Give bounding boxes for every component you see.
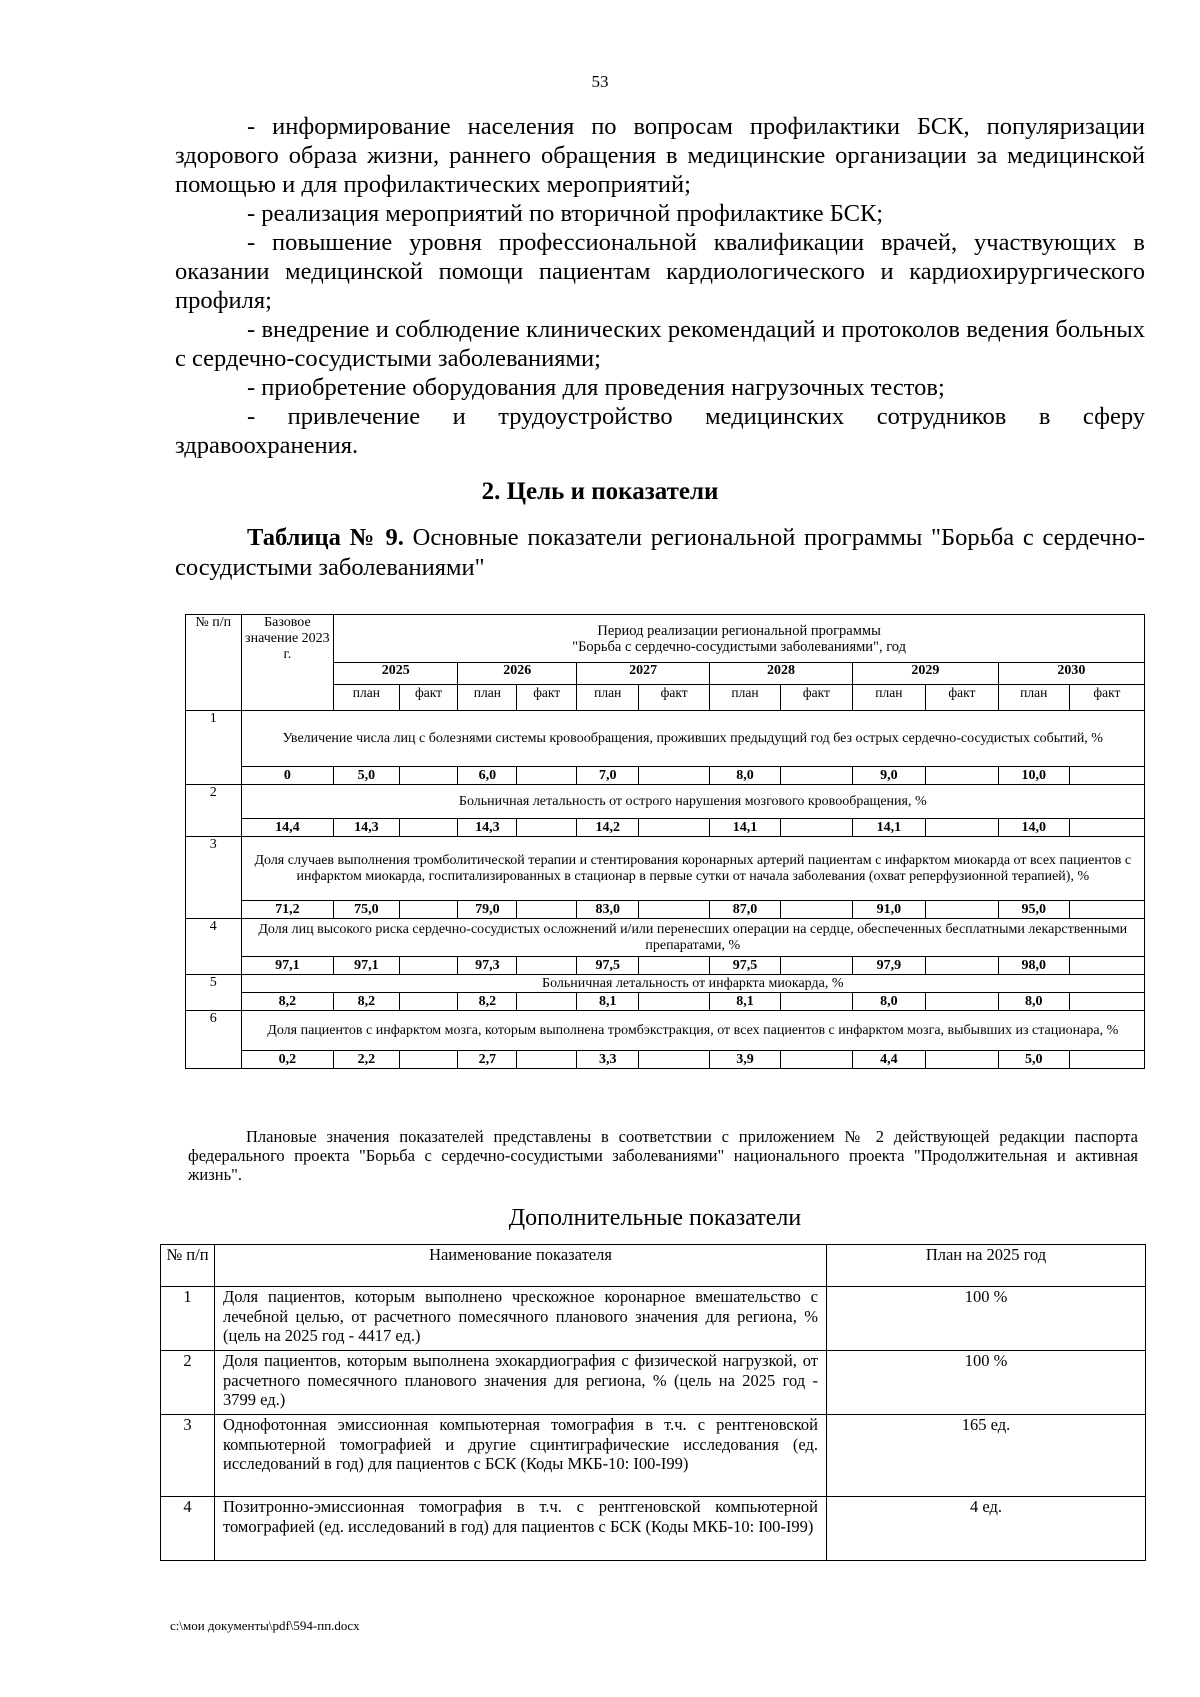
year-2025: 2025 — [334, 663, 458, 685]
plan-value: 10,0 — [998, 767, 1069, 785]
fact-value — [399, 957, 458, 975]
indicator-row — [186, 919, 1145, 957]
plan-value: 98,0 — [998, 957, 1069, 975]
extra-name: Позитронно-эмиссионная томография в т.ч. с рентгеновской компьютерной томографией (ед. исследований в год) для пациентов с БСК (Коды МКБ-10: I00-I99) — [215, 1497, 827, 1561]
plan-value: 14,0 — [998, 819, 1069, 837]
fact-value — [639, 957, 710, 975]
plan-value: 97,1 — [334, 957, 399, 975]
fact-value — [517, 1051, 577, 1069]
base-value: 0 — [241, 767, 334, 785]
fact-value — [639, 993, 710, 1011]
plan-value: 8,0 — [852, 993, 925, 1011]
base-value: 14,4 — [241, 819, 334, 837]
plan-value: 97,3 — [458, 957, 517, 975]
year-2029: 2029 — [852, 663, 998, 685]
indicator-description: Больничная летальность от острого нарушения мозгового кровообращения, % — [241, 785, 1144, 819]
fact-value — [399, 1051, 458, 1069]
fact-label: факт — [780, 685, 852, 711]
plan-value: 4,4 — [852, 1051, 925, 1069]
plan-value: 9,0 — [852, 767, 925, 785]
fact-label: факт — [639, 685, 710, 711]
fact-value — [1069, 819, 1144, 837]
indicator-description: Больничная летальность от инфаркта миокарда, % — [241, 975, 1144, 993]
fact-value — [780, 957, 852, 975]
plan-value: 8,2 — [334, 993, 399, 1011]
fact-value — [780, 819, 852, 837]
extra-num: 2 — [161, 1351, 215, 1415]
fact-label: факт — [517, 685, 577, 711]
bullet-item: - привлечение и трудоустройство медицинских сотрудников в сферу здравоохранения. — [175, 403, 1145, 459]
plan-value: 3,9 — [710, 1051, 781, 1069]
fact-value — [925, 957, 998, 975]
fact-label: факт — [399, 685, 458, 711]
fact-value — [1069, 993, 1144, 1011]
plan-note: Плановые значения показателей представлены в соответствии с приложением № 2 действующей редакции паспорта федерального проекта "Борьба с сердечно-сосудистыми заболеваниями" национального проекта "Продолжительная и активная жизнь". — [188, 1127, 1138, 1184]
section-heading: 2. Цель и показатели — [481, 478, 719, 505]
plan-value: 2,2 — [334, 1051, 399, 1069]
indicator-values-row — [186, 901, 1145, 919]
extra-header-plan: План на 2025 год — [827, 1245, 1146, 1287]
fact-value — [517, 767, 577, 785]
indicator-num: 4 — [186, 919, 242, 975]
plan-value: 2,7 — [458, 1051, 517, 1069]
base-value: 8,2 — [241, 993, 334, 1011]
extra-row — [161, 1415, 1146, 1497]
extra-plan: 100 % — [827, 1287, 1146, 1351]
fact-value — [925, 819, 998, 837]
footer-file-path: c:\мои документы\pdf\594-пп.docx — [170, 1618, 360, 1633]
indicator-row — [186, 975, 1145, 993]
indicator-num: 1 — [186, 711, 242, 785]
table-caption-number: Таблица № 9. — [247, 524, 404, 551]
fact-value — [925, 767, 998, 785]
plan-label: план — [577, 685, 639, 711]
plan-label: план — [710, 685, 781, 711]
bullet-item: - повышение уровня профессиональной квалификации врачей, участвующих в оказании медицинской помощи пациентам кардиологического и кардиохирургического профиля; — [175, 229, 1145, 314]
indicator-row — [186, 837, 1145, 901]
plan-value: 8,0 — [998, 993, 1069, 1011]
bullet-item: - приобретение оборудования для проведения нагрузочных тестов; — [247, 374, 945, 401]
fact-value — [639, 901, 710, 919]
plan-value: 8,0 — [710, 767, 781, 785]
table-caption — [175, 523, 1145, 583]
bullet-item: - внедрение и соблюдение клинических рекомендаций и протоколов ведения больных с сердечно-сосудистыми заболеваниями; — [175, 316, 1145, 372]
plan-value: 14,1 — [710, 819, 781, 837]
fact-value — [1069, 957, 1144, 975]
indicator-values-row — [186, 993, 1145, 1011]
fact-value — [399, 993, 458, 1011]
indicator-num: 6 — [186, 1011, 242, 1069]
plan-value: 5,0 — [998, 1051, 1069, 1069]
extra-row — [161, 1287, 1146, 1351]
extra-plan: 165 ед. — [827, 1415, 1146, 1497]
indicator-description: Доля лиц высокого риска сердечно-сосудистых осложнений и/или перенесших операции на сердце, обеспеченных бесплатными лекарственными препаратами, % — [241, 919, 1144, 957]
page-number: 53 — [591, 72, 609, 91]
extra-plan: 100 % — [827, 1351, 1146, 1415]
extra-indicators-table — [160, 1244, 1146, 1561]
base-value: 0,2 — [241, 1051, 334, 1069]
plan-value: 14,2 — [577, 819, 639, 837]
plan-value: 75,0 — [334, 901, 399, 919]
plan-value: 97,5 — [577, 957, 639, 975]
fact-value — [639, 1051, 710, 1069]
indicator-values-row — [186, 1051, 1145, 1069]
indicator-values-row — [186, 957, 1145, 975]
indicator-description: Увеличение числа лиц с болезнями системы кровообращения, проживших предыдущий год без острых сердечно-сосудистых событий, % — [241, 711, 1144, 767]
plan-value: 91,0 — [852, 901, 925, 919]
plan-value: 97,9 — [852, 957, 925, 975]
plan-value: 83,0 — [577, 901, 639, 919]
plan-value: 14,1 — [852, 819, 925, 837]
plan-value: 8,1 — [577, 993, 639, 1011]
fact-value — [1069, 767, 1144, 785]
extra-plan: 4 ед. — [827, 1497, 1146, 1561]
plan-value: 5,0 — [334, 767, 399, 785]
indicator-num: 2 — [186, 785, 242, 837]
year-2030: 2030 — [998, 663, 1144, 685]
extra-row — [161, 1497, 1146, 1561]
plan-label: план — [458, 685, 517, 711]
plan-label: план — [998, 685, 1069, 711]
fact-value — [1069, 901, 1144, 919]
fact-value — [399, 901, 458, 919]
fact-label: факт — [1069, 685, 1144, 711]
fact-value — [925, 901, 998, 919]
header-period-line1: Период реализации региональной программы — [597, 622, 881, 639]
fact-value — [517, 957, 577, 975]
header-num: № п/п — [186, 615, 242, 711]
indicators-table — [185, 614, 1145, 1069]
plan-value: 95,0 — [998, 901, 1069, 919]
extra-name: Доля пациентов, которым выполнено чрескожное коронарное вмешательство с лечебной целью, от расчетного помесячного планового значения для региона, % (цель на 2025 год - 4417 ед.) — [215, 1287, 827, 1351]
extra-indicators-title: Дополнительные показатели — [508, 1205, 802, 1231]
header-period — [334, 615, 1145, 663]
extra-row — [161, 1351, 1146, 1415]
extra-name: Доля пациентов, которым выполнена эхокардиография с физической нагрузкой, от расчетного помесячного планового значения для региона, % (цель на 2025 год - 3799 ед.) — [215, 1351, 827, 1415]
fact-value — [1069, 1051, 1144, 1069]
fact-value — [639, 819, 710, 837]
fact-value — [780, 901, 852, 919]
plan-value: 7,0 — [577, 767, 639, 785]
fact-label: факт — [925, 685, 998, 711]
extra-header-num: № п/п — [161, 1245, 215, 1287]
fact-value — [399, 819, 458, 837]
fact-value — [780, 767, 852, 785]
indicator-row — [186, 711, 1145, 767]
plan-value: 6,0 — [458, 767, 517, 785]
plan-value: 8,2 — [458, 993, 517, 1011]
fact-value — [517, 819, 577, 837]
indicator-row — [186, 785, 1145, 819]
year-2028: 2028 — [710, 663, 853, 685]
indicator-values-row — [186, 819, 1145, 837]
fact-value — [780, 993, 852, 1011]
extra-header-row — [161, 1245, 1146, 1287]
fact-value — [925, 993, 998, 1011]
fact-value — [925, 1051, 998, 1069]
indicator-row — [186, 1011, 1145, 1051]
plan-value: 97,5 — [710, 957, 781, 975]
year-2027: 2027 — [577, 663, 710, 685]
plan-value: 14,3 — [334, 819, 399, 837]
plan-value: 3,3 — [577, 1051, 639, 1069]
table-caption-text: Основные показатели региональной программы "Борьба с сердечно-сосудистыми заболеваниями" — [175, 524, 1145, 581]
extra-name: Однофотонная эмиссионная компьютерная томография в т.ч. с рентгеновской компьютерной томографией и другие сцинтиграфические исследования (ед. исследований в год) для пациентов с БСК (Коды МКБ-10: I00-I99) — [215, 1415, 827, 1497]
year-2026: 2026 — [458, 663, 577, 685]
indicator-description: Доля случаев выполнения тромболитической терапии и стентирования коронарных артерий пациентам с инфарктом миокарда от всех пациентов с инфарктом миокарда, госпитализированных в стационар в первые сутки от начала заболевания (охват реперфузионной терапией), % — [241, 837, 1144, 901]
indicator-description: Доля пациентов с инфарктом мозга, которым выполнена тромбэкстракция, от всех пациентов с инфарктом мозга, выбывших из стационара, % — [241, 1011, 1144, 1051]
indicator-num: 3 — [186, 837, 242, 919]
extra-num: 3 — [161, 1415, 215, 1497]
indicator-num: 5 — [186, 975, 242, 1011]
plan-label: план — [852, 685, 925, 711]
bullet-item: - реализация мероприятий по вторичной профилактике БСК; — [247, 200, 884, 227]
fact-value — [517, 993, 577, 1011]
base-value: 71,2 — [241, 901, 334, 919]
extra-header-name: Наименование показателя — [215, 1245, 827, 1287]
extra-num: 1 — [161, 1287, 215, 1351]
extra-num: 4 — [161, 1497, 215, 1561]
header-period-line2: "Борьба с сердечно-сосудистыми заболеваниями", год — [572, 638, 907, 655]
base-value: 97,1 — [241, 957, 334, 975]
fact-value — [780, 1051, 852, 1069]
plan-label: план — [334, 685, 399, 711]
plan-value: 14,3 — [458, 819, 517, 837]
fact-value — [639, 767, 710, 785]
plan-value: 8,1 — [710, 993, 781, 1011]
header-base: Базовое значение 2023 г. — [241, 615, 334, 711]
plan-value: 79,0 — [458, 901, 517, 919]
bullet-list — [175, 112, 1145, 460]
fact-value — [517, 901, 577, 919]
indicator-values-row — [186, 767, 1145, 785]
bullet-item: - информирование населения по вопросам профилактики БСК, популяризации здорового образа жизни, раннего обращения в медицинские организации за медицинской помощью и для профилактических мероприятий; — [175, 113, 1145, 198]
fact-value — [399, 767, 458, 785]
plan-value: 87,0 — [710, 901, 781, 919]
